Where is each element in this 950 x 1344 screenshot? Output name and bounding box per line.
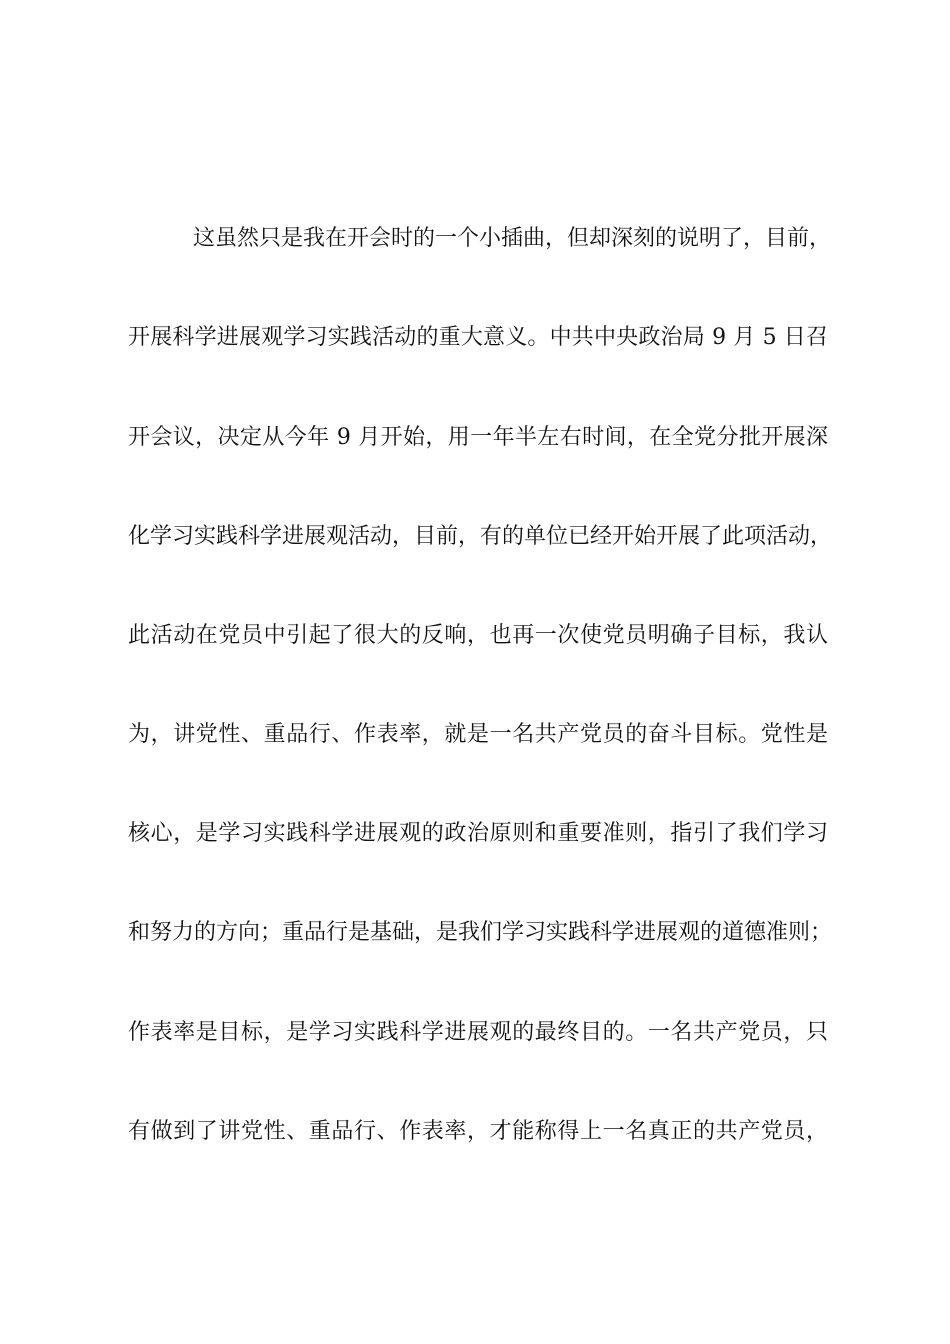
paragraph-line-6: 为，讲党性、重品行、作表率，就是一名共产党员的奋斗目标。党性是 (128, 722, 828, 747)
paragraph-line-2: 开展科学进展观学习实践活动的重大意义。中共中央政治局 9 月 5 日召 (128, 325, 828, 350)
paragraph-line-4: 化学习实践科学进展观活动，目前，有的单位已经开始开展了此项活动， (128, 524, 833, 549)
paragraph-line-5: 此活动在党员中引起了很大的反响，也再一次使党员明确子目标，我认 (128, 623, 828, 648)
paragraph-line-10: 有做到了讲党性、重品行、作表率，才能称得上一名真正的共产党员， (128, 1119, 828, 1144)
paragraph-line-7: 核心，是学习实践科学进展观的政治原则和重要准则，指引了我们学习 (128, 821, 828, 846)
paragraph-line-3: 开会议，决定从今年 9 月开始，用一年半左右时间，在全党分批开展深 (128, 425, 828, 450)
paragraph-line-9: 作表率是目标，是学习实践科学进展观的最终目的。一名共产党员，只 (128, 1020, 828, 1045)
paragraph-line-1: 这虽然只是我在开会时的一个小插曲，但却深刻的说明了，目前， (193, 226, 832, 251)
paragraph-line-8: 和努力的方向；重品行是基础，是我们学习实践科学进展观的道德准则； (128, 920, 833, 945)
